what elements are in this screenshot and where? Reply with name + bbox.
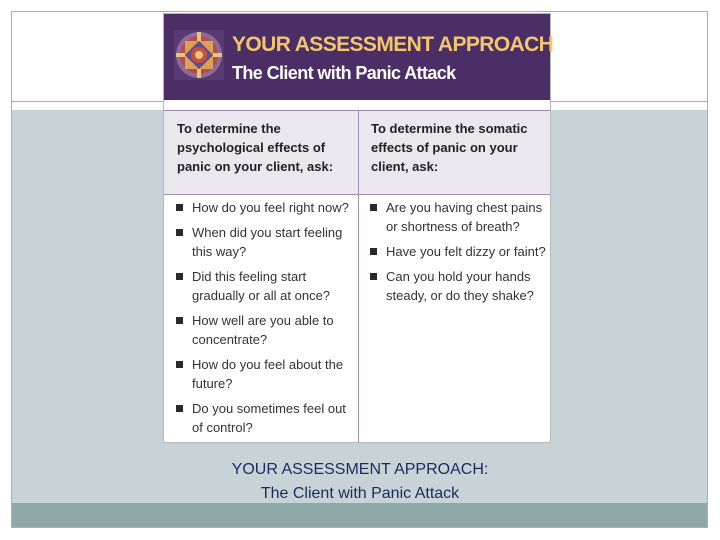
- column-divider: [358, 111, 359, 443]
- bullet-icon: [176, 361, 183, 368]
- list-item: [368, 267, 546, 305]
- bullet-icon: [176, 204, 183, 211]
- question-text: How do you feel right now?: [192, 200, 349, 215]
- somatic-question-list: [368, 198, 546, 311]
- somatic-column-header: To determine the somatic effects of panic on your client, ask:: [371, 121, 528, 174]
- question-text: Did this feeling start gradually or all at once?: [192, 269, 331, 303]
- card-subtitle: The Client with Panic Attack: [232, 63, 456, 83]
- slide-caption-title: YOUR ASSESSMENT APPROACH:: [231, 461, 489, 478]
- question-text: How well are you able to concentrate?: [192, 313, 334, 347]
- bullet-icon: [176, 405, 183, 412]
- list-item: [174, 311, 354, 349]
- bullet-icon: [370, 248, 377, 255]
- slide-caption-subtitle: The Client with Panic Attack: [260, 485, 460, 502]
- bullet-icon: [176, 229, 183, 236]
- list-item: [174, 223, 354, 261]
- list-item: [174, 399, 354, 437]
- psychological-column-header: To determine the psychological effects of panic on your client, ask:: [177, 121, 334, 174]
- mandala-icon: [174, 30, 224, 80]
- question-text: Do you sometimes feel out of control?: [192, 401, 346, 435]
- slide-footer-band: [12, 503, 707, 527]
- header-divider: [164, 100, 550, 111]
- bullet-icon: [370, 273, 377, 280]
- list-item: [174, 267, 354, 305]
- bullet-icon: [176, 317, 183, 324]
- list-item: [174, 355, 354, 393]
- assessment-card: [163, 13, 554, 443]
- list-item: [174, 198, 354, 217]
- card-header: [164, 14, 554, 100]
- bullet-icon: [176, 273, 183, 280]
- list-item: [368, 198, 546, 236]
- card-title: YOUR ASSESSMENT APPROACH: [232, 33, 554, 56]
- question-text: Have you felt dizzy or faint?: [386, 244, 546, 259]
- question-text: Are you having chest pains or shortness of breath?: [386, 200, 543, 234]
- list-item: [368, 242, 546, 261]
- psychological-question-list: [174, 198, 354, 443]
- table-header-row: [164, 111, 550, 195]
- bullet-icon: [370, 204, 377, 211]
- question-text: When did you start feeling this way?: [192, 225, 343, 259]
- question-text: Can you hold your hands steady, or do they shake?: [386, 269, 534, 303]
- question-text: How do you feel about the future?: [192, 357, 344, 391]
